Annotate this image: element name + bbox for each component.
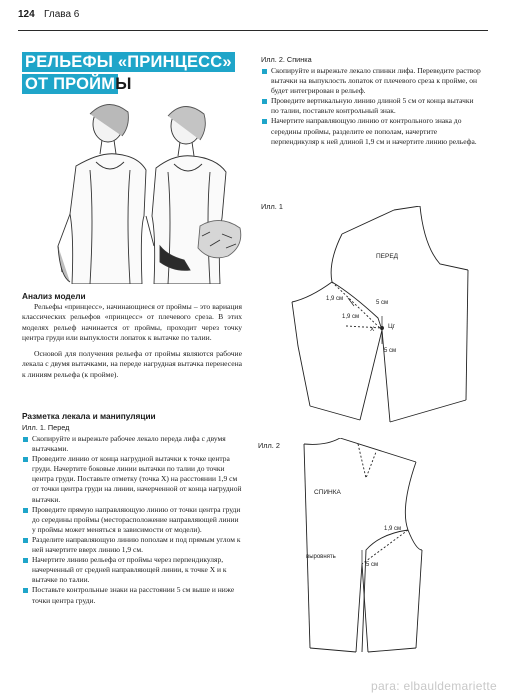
back-step: Начертите направляющую линию от контрольного знака до середины проймы, разделите ее пополам, начертите перпендикуляр к ней длиной 1,9 см и начертите линию рельефа. [261,116,483,146]
analysis-text [22,302,242,380]
manipulations-heading: Разметка лекала и манипуляции [22,411,156,421]
front-step: Начертите линию рельефа от проймы через перпендикуляр, начерченный от средней направляющей линии, к точке X и к вытачке по талии. [22,555,244,585]
fashion-illustration [50,96,245,284]
front-steps-list [22,434,244,606]
align-label: выровнять [306,554,336,560]
header-divider [18,30,488,31]
title-line-2: ОТ ПРОЙМ [22,74,118,94]
front-step: Проведите прямую направляющую линию от точки центра груди до середины проймы (месторасположение направляющей линии у проймы может меняться в зависимости от модели). [22,505,244,535]
measure-5-top: 5 см [376,300,389,306]
watermark: para: elbauldemariette [370,679,497,693]
chapter-title: Глава 6 [44,9,80,20]
ill1-front-label: Илл. 1. Перед [22,423,70,432]
front-step: Скопируйте и вырежьте рабочее лекало переда лифа с двумя вытачками. [22,434,244,454]
analysis-paragraph-1: Рельефы «принцесс», начинающиеся от проймы – это вариация классических рельефов «принцесс» от плечевого среза. В этих моделях рельеф начинается от проймы, проходит через точку центра груди или выпуклости лопаток к вытачке по талии. [22,302,242,342]
front-step: Разделите направляющую линию пополам и под прямым углом к ней начертите вверх линию 1,9 см. [22,535,244,555]
title-line-1: РЕЛЬЕФЫ «ПРИНЦЕСС» [22,52,235,72]
front-step: Поставьте контрольные знаки на расстоянии 5 см выше и ниже точки центра груди. [22,585,244,605]
back-piece-label: СПИНКА [314,489,341,496]
front-piece-label: ПЕРЕД [376,253,399,260]
measure-1-9-side: 1,9 см [342,314,360,320]
back-step: Скопируйте и вырежьте лекало спинки лифа. Переведите раствор вытачки на выпуклость лопаток от плечевого среза к пройме, он будет интегрирован в рельеф. [261,66,483,96]
back-step: Проведите вертикальную линию длиной 5 см от конца вытачки по талии, поставьте контрольный знак. [261,96,483,116]
analysis-heading: Анализ модели [22,291,86,301]
measure-5-back: 5 см [366,562,379,568]
page-number: 124 [18,9,35,20]
diagram1-label: Илл. 1 [261,202,283,211]
back-steps-list [261,66,483,147]
measure-1-9-top: 1,9 см [326,296,344,302]
point-x-label: X [370,326,375,333]
front-step: Проведите линию от конца нагрудной вытачки к точке центра груди. Начертите боковые линии вытачки по талии до точки центра груди. Поставьте отметку (точка X) на расстоянии 1,9 см от точки центра груди на линии, начерченной от конца нагрудной вытачки. [22,454,244,504]
analysis-paragraph-2: Основой для получения рельефа от проймы являются рабочие лекала с двумя вытачками, на переде нагрудная вытачка перенесена к линиям рельефа (к пройме). [22,349,242,379]
measure-1-9-back: 1,9 см [384,526,402,532]
bust-point-label: Цг [388,323,396,330]
title-line-2-rest: Ы [115,75,132,93]
back-pattern-diagram [296,438,486,658]
measure-5-bottom: 5 см [384,348,397,354]
ill2-back-label: Илл. 2. Спинка [261,55,312,64]
diagram2-label: Илл. 2 [258,441,280,450]
two-women-sketch [50,96,245,284]
front-pattern-diagram [290,206,485,426]
page-title [22,52,237,94]
